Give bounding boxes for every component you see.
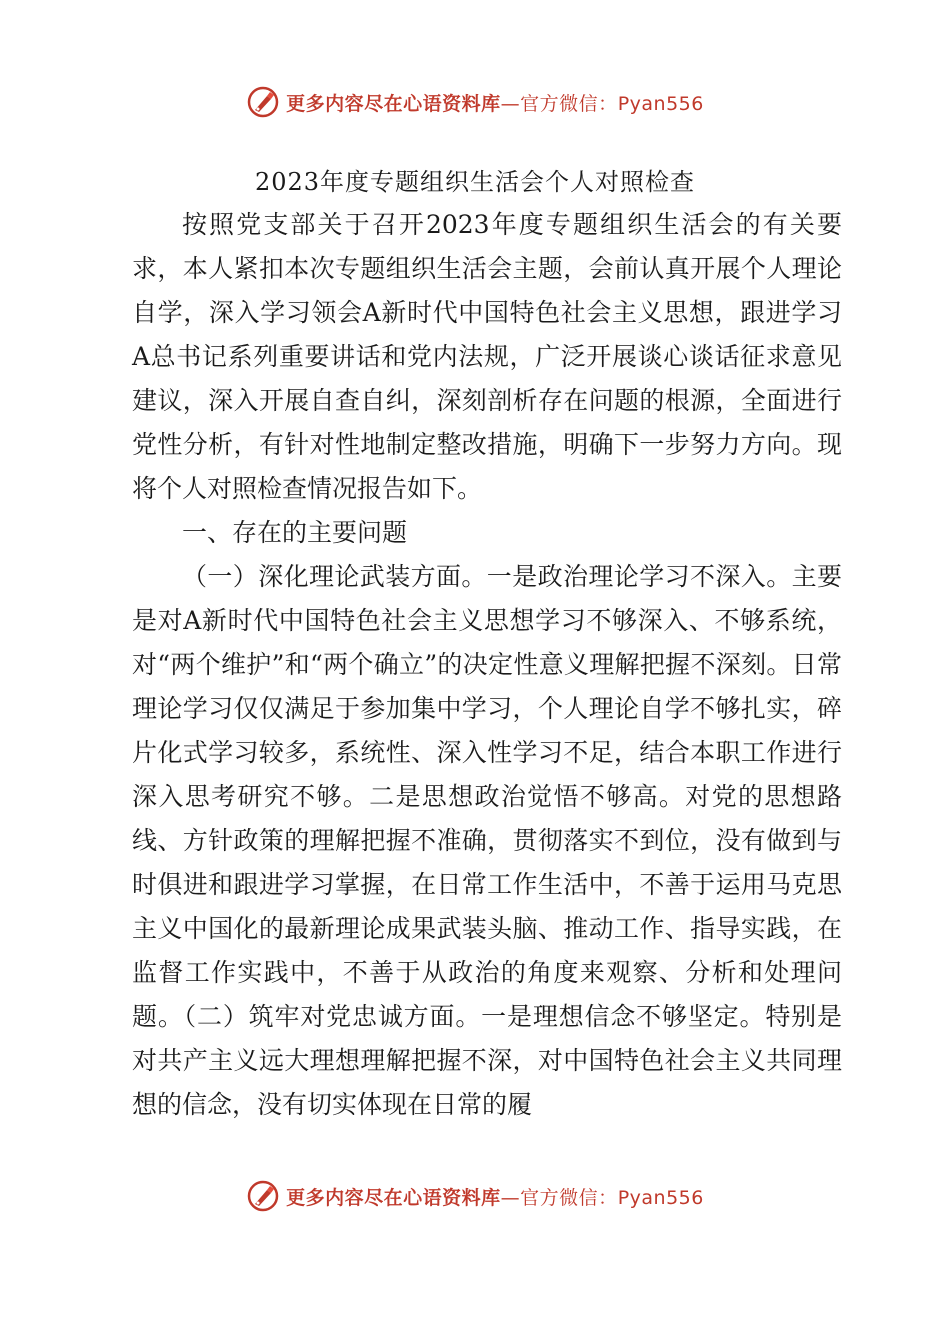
watermark-contact-id: Pyan556	[617, 92, 704, 115]
watermark-contact-label: 官方微信：	[520, 92, 618, 115]
watermark-text	[286, 89, 704, 116]
watermark-text	[286, 1183, 704, 1210]
document-body	[132, 203, 842, 1127]
header-watermark-banner	[0, 82, 950, 122]
document-title: 2023年度专题组织生活会个人对照检查	[254, 168, 696, 196]
pen-nib-logo-icon	[246, 85, 280, 119]
watermark-main-text: 更多内容尽在心语资料库	[286, 1186, 501, 1209]
watermark-contact-label: 官方微信：	[520, 1186, 618, 1209]
section-heading: 一、存在的主要问题	[182, 518, 408, 547]
body-paragraph: （一）深化理论武装方面。一是政治理论学习不深入。主要是对A新时代中国特色社会主义思想学习不够深入、不够系统，对“两个维护”和“两个确立”的决定性意义理解把握不深刻。日常理论学习仅仅满足于参加集中学习，个人理论自学不够扎实，碎片化式学习较多，系统性、深入性学习不足，结合本职工作进行深入思考研究不够。二是思想政治觉悟不够高。对党的思想路线、方针政策的理解把握不准确，贯彻落实不到位，没有做到与时俱进和跟进学习掌握，在日常工作生活中，不善于运用马克思主义中国化的最新理论成果武装头脑、推动工作、指导实践，在监督工作实践中，不善于从政治的角度来观察、分析和处理问题。（二）筑牢对党忠诚方面。一是理想信念不够坚定。特别是对共产主义远大理想理解把握不深，对中国特色社会主义共同理想的信念，没有切实体现在日常的履	[132, 562, 842, 1119]
footer-watermark-banner	[0, 1176, 950, 1216]
watermark-main-text: 更多内容尽在心语资料库	[286, 92, 501, 115]
intro-paragraph: 按照党支部关于召开2023年度专题组织生活会的有关要求，本人紧扣本次专题组织生活会主题，会前认真开展个人理论自学，深入学习领会A新时代中国特色社会主义思想，跟进学习A总书记系列重要讲话和党内法规，广泛开展谈心谈话征求意见建议，深入开展自查自纠，深刻剖析存在问题的根源，全面进行党性分析，有针对性地制定整改措施，明确下一步努力方向。现将个人对照检查情况报告如下。	[132, 210, 842, 503]
watermark-dash: —	[500, 92, 521, 115]
watermark-dash: —	[500, 1186, 521, 1209]
pen-nib-logo-icon	[246, 1179, 280, 1213]
watermark-contact-id: Pyan556	[617, 1186, 704, 1209]
